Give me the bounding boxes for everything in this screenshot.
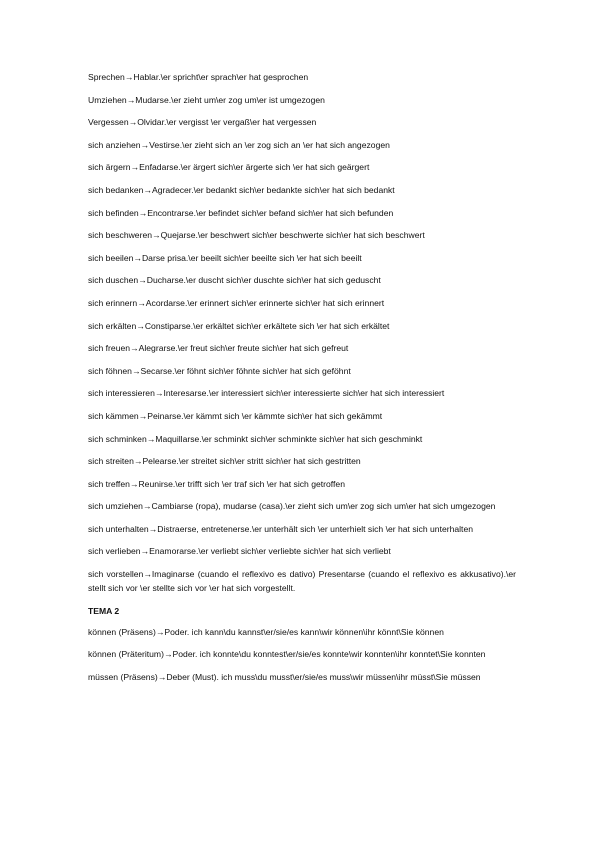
text-line: sich föhnen→Secarse.\er föhnt sich\er föhnte sich\er hat sich geföhnt bbox=[88, 365, 351, 376]
text-line: sich umziehen→Cambiarse (ropa), mudarse (casa).\er zieht sich um\er zog sich um\er hat sich umgezogen bbox=[88, 501, 496, 512]
text-line: sich bedanken→Agradecer.\er bedankt sich\er bedankte sich\er hat sich bedankt bbox=[88, 184, 395, 195]
text-line: sich interessieren→Interesarse.\er interessiert sich\er interessierte sich\er hat sich interessiert bbox=[88, 388, 445, 399]
text-line: können (Präteritum)→Poder. ich konnte\du konntest\er/sie/es konnte\wir konnten\ihr konntet\Sie konnten bbox=[88, 649, 486, 660]
text-line: sich verlieben→Enamorarse.\er verliebt sich\er verliebte sich\er hat sich verliebt bbox=[88, 546, 391, 557]
text-line: sich freuen→Alegrarse.\er freut sich\er freute sich\er hat sich gefreut bbox=[88, 343, 349, 354]
text-line: sich vorstellen→Imaginarse (cuando el reflexivo es dativo) Presentarse (cuando el reflexivo es akkusativo).\er stellt sich vor \er stellte sich vor \er hat sich vorgestellt. bbox=[88, 569, 516, 594]
text-line: sich befinden→Encontrarse.\er befindet sich\er befand sich\er hat sich befunden bbox=[88, 207, 394, 218]
text-line: müssen (Präsens)→Deber (Must). ich muss\du musst\er/sie/es muss\wir müssen\ihr müsst\Sie müssen bbox=[88, 671, 481, 682]
text-line: sich streiten→Pelearse.\er streitet sich\er stritt sich\er hat sich gestritten bbox=[88, 456, 361, 467]
text-line: können (Präsens)→Poder. ich kann\du kannst\er/sie/es kann\wir können\ihr könnt\Sie können bbox=[88, 626, 444, 637]
text-line: sich unterhalten→Distraerse, entretenerse.\er unterhält sich \er unterhielt sich \er hat sich unterhalten bbox=[88, 523, 474, 534]
text-line: sich beschweren→Quejarse.\er beschwert sich\er beschwerte sich\er hat sich beschwert bbox=[88, 230, 425, 241]
text-line: Vergessen→Olvidar.\er vergisst \er vergaß\er hat vergessen bbox=[88, 117, 317, 128]
text-line: sich ärgern→Enfadarse.\er ärgert sich\er ärgerte sich \er hat sich geärgert bbox=[88, 162, 370, 173]
text-line: sich schminken→Maquillarse.\er schminkt sich\er schminkte sich\er hat sich geschminkt bbox=[88, 433, 423, 444]
text-line: Sprechen→Hablar.\er spricht\er sprach\er hat gesprochen bbox=[88, 72, 309, 82]
text-line: sich treffen→Reunirse.\er trifft sich \er traf sich \er hat sich getroffen bbox=[88, 478, 345, 489]
text-line: sich erkälten→Constiparse.\er erkältet sich\er erkältete sich \er hat sich erkältet bbox=[88, 320, 390, 331]
text-line: Umziehen→Mudarse.\er zieht um\er zog um\er ist umgezogen bbox=[88, 94, 325, 105]
text-line: sich anziehen→Vestirse.\er zieht sich an \er zog sich an \er hat sich angezogen bbox=[88, 139, 390, 150]
text-line: sich erinnern→Acordarse.\er erinnert sich\er erinnerte sich\er hat sich erinnert bbox=[88, 297, 385, 308]
text-line: sich kämmen→Peinarse.\er kämmt sich \er kämmte sich\er hat sich gekämmt bbox=[88, 410, 383, 421]
text-line: sich beeilen→Darse prisa.\er beeilt sich\er beeilte sich \er hat sich beeilt bbox=[88, 252, 362, 263]
document-body bbox=[88, 70, 516, 692]
text-line: sich duschen→Ducharse.\er duscht sich\er duschte sich\er hat sich geduscht bbox=[88, 275, 381, 286]
section-heading: TEMA 2 bbox=[88, 605, 120, 616]
